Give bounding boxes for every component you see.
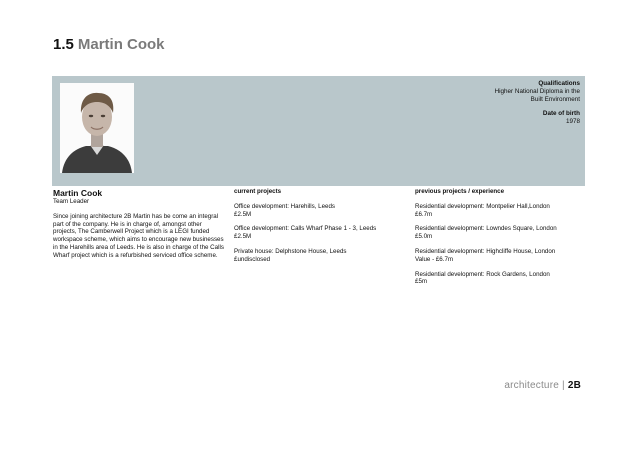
brand-logo [504, 380, 581, 391]
current-projects-title: current projects [234, 188, 282, 195]
project-item [415, 203, 590, 219]
project-name: Office development: Calls Wharf Phase 1 - 3, Leeds [234, 225, 377, 233]
qualifications-panel [495, 80, 580, 126]
bio-column [53, 188, 225, 260]
previous-projects-column [415, 188, 590, 293]
project-name: Residential development: Highcliffe House, London [415, 247, 556, 255]
qualifications-label: Qualifications [538, 80, 580, 87]
project-value: £6.7m [415, 210, 433, 218]
previous-projects-title: previous projects / experience [415, 188, 505, 195]
brand-separator: | [562, 380, 565, 391]
project-value: £undisclosed [234, 255, 271, 263]
qualifications-line: Built Environment [530, 96, 580, 104]
project-value: Value - £6.7m [415, 255, 454, 263]
project-name: Residential development: Lowndes Square, London [415, 225, 557, 233]
portrait-image [60, 83, 134, 173]
section-name: Martin Cook [77, 36, 165, 53]
project-value: £5m [415, 278, 428, 286]
person-name: Martin Cook [53, 188, 103, 198]
portrait-photo [60, 83, 134, 173]
project-name: Residential development: Montpelier Hall,London [415, 202, 550, 210]
qualifications-line: Higher National Diploma in the [494, 88, 580, 96]
project-value: £5.0m [415, 233, 433, 241]
project-value: £2.5M [234, 233, 252, 241]
dob-label: Date of birth [542, 109, 580, 117]
current-projects-column [234, 188, 399, 271]
project-item [415, 225, 590, 241]
project-item [415, 271, 590, 287]
person-role: Team Leader [53, 198, 90, 205]
brand-word: architecture [504, 380, 559, 391]
page-title [53, 36, 165, 53]
person-bio: Since joining architecture 2B Martin has be come an integral part of the company. He is in charge of, amongst other projects, The Camberwell Project which is a LEGI funded workspace scheme, which aims to encourage new businesses in the Harehills area of Leeds. He is also in charge of the Calls Wharf project which is a refurbished serviced office scheme. [53, 212, 224, 259]
project-item [234, 203, 399, 219]
project-name: Residential development: Rock Gardens, London [415, 270, 550, 278]
project-item [234, 248, 399, 264]
dob-value: 1978 [565, 117, 580, 125]
project-item [415, 248, 590, 264]
project-value: £2.5M [234, 210, 252, 218]
section-number: 1.5 [53, 36, 74, 53]
project-item [234, 225, 399, 241]
project-name: Private house: Delphstone House, Leeds [234, 247, 347, 255]
brand-mark: 2B [567, 380, 581, 391]
project-name: Office development: Harehills, Leeds [234, 202, 336, 210]
